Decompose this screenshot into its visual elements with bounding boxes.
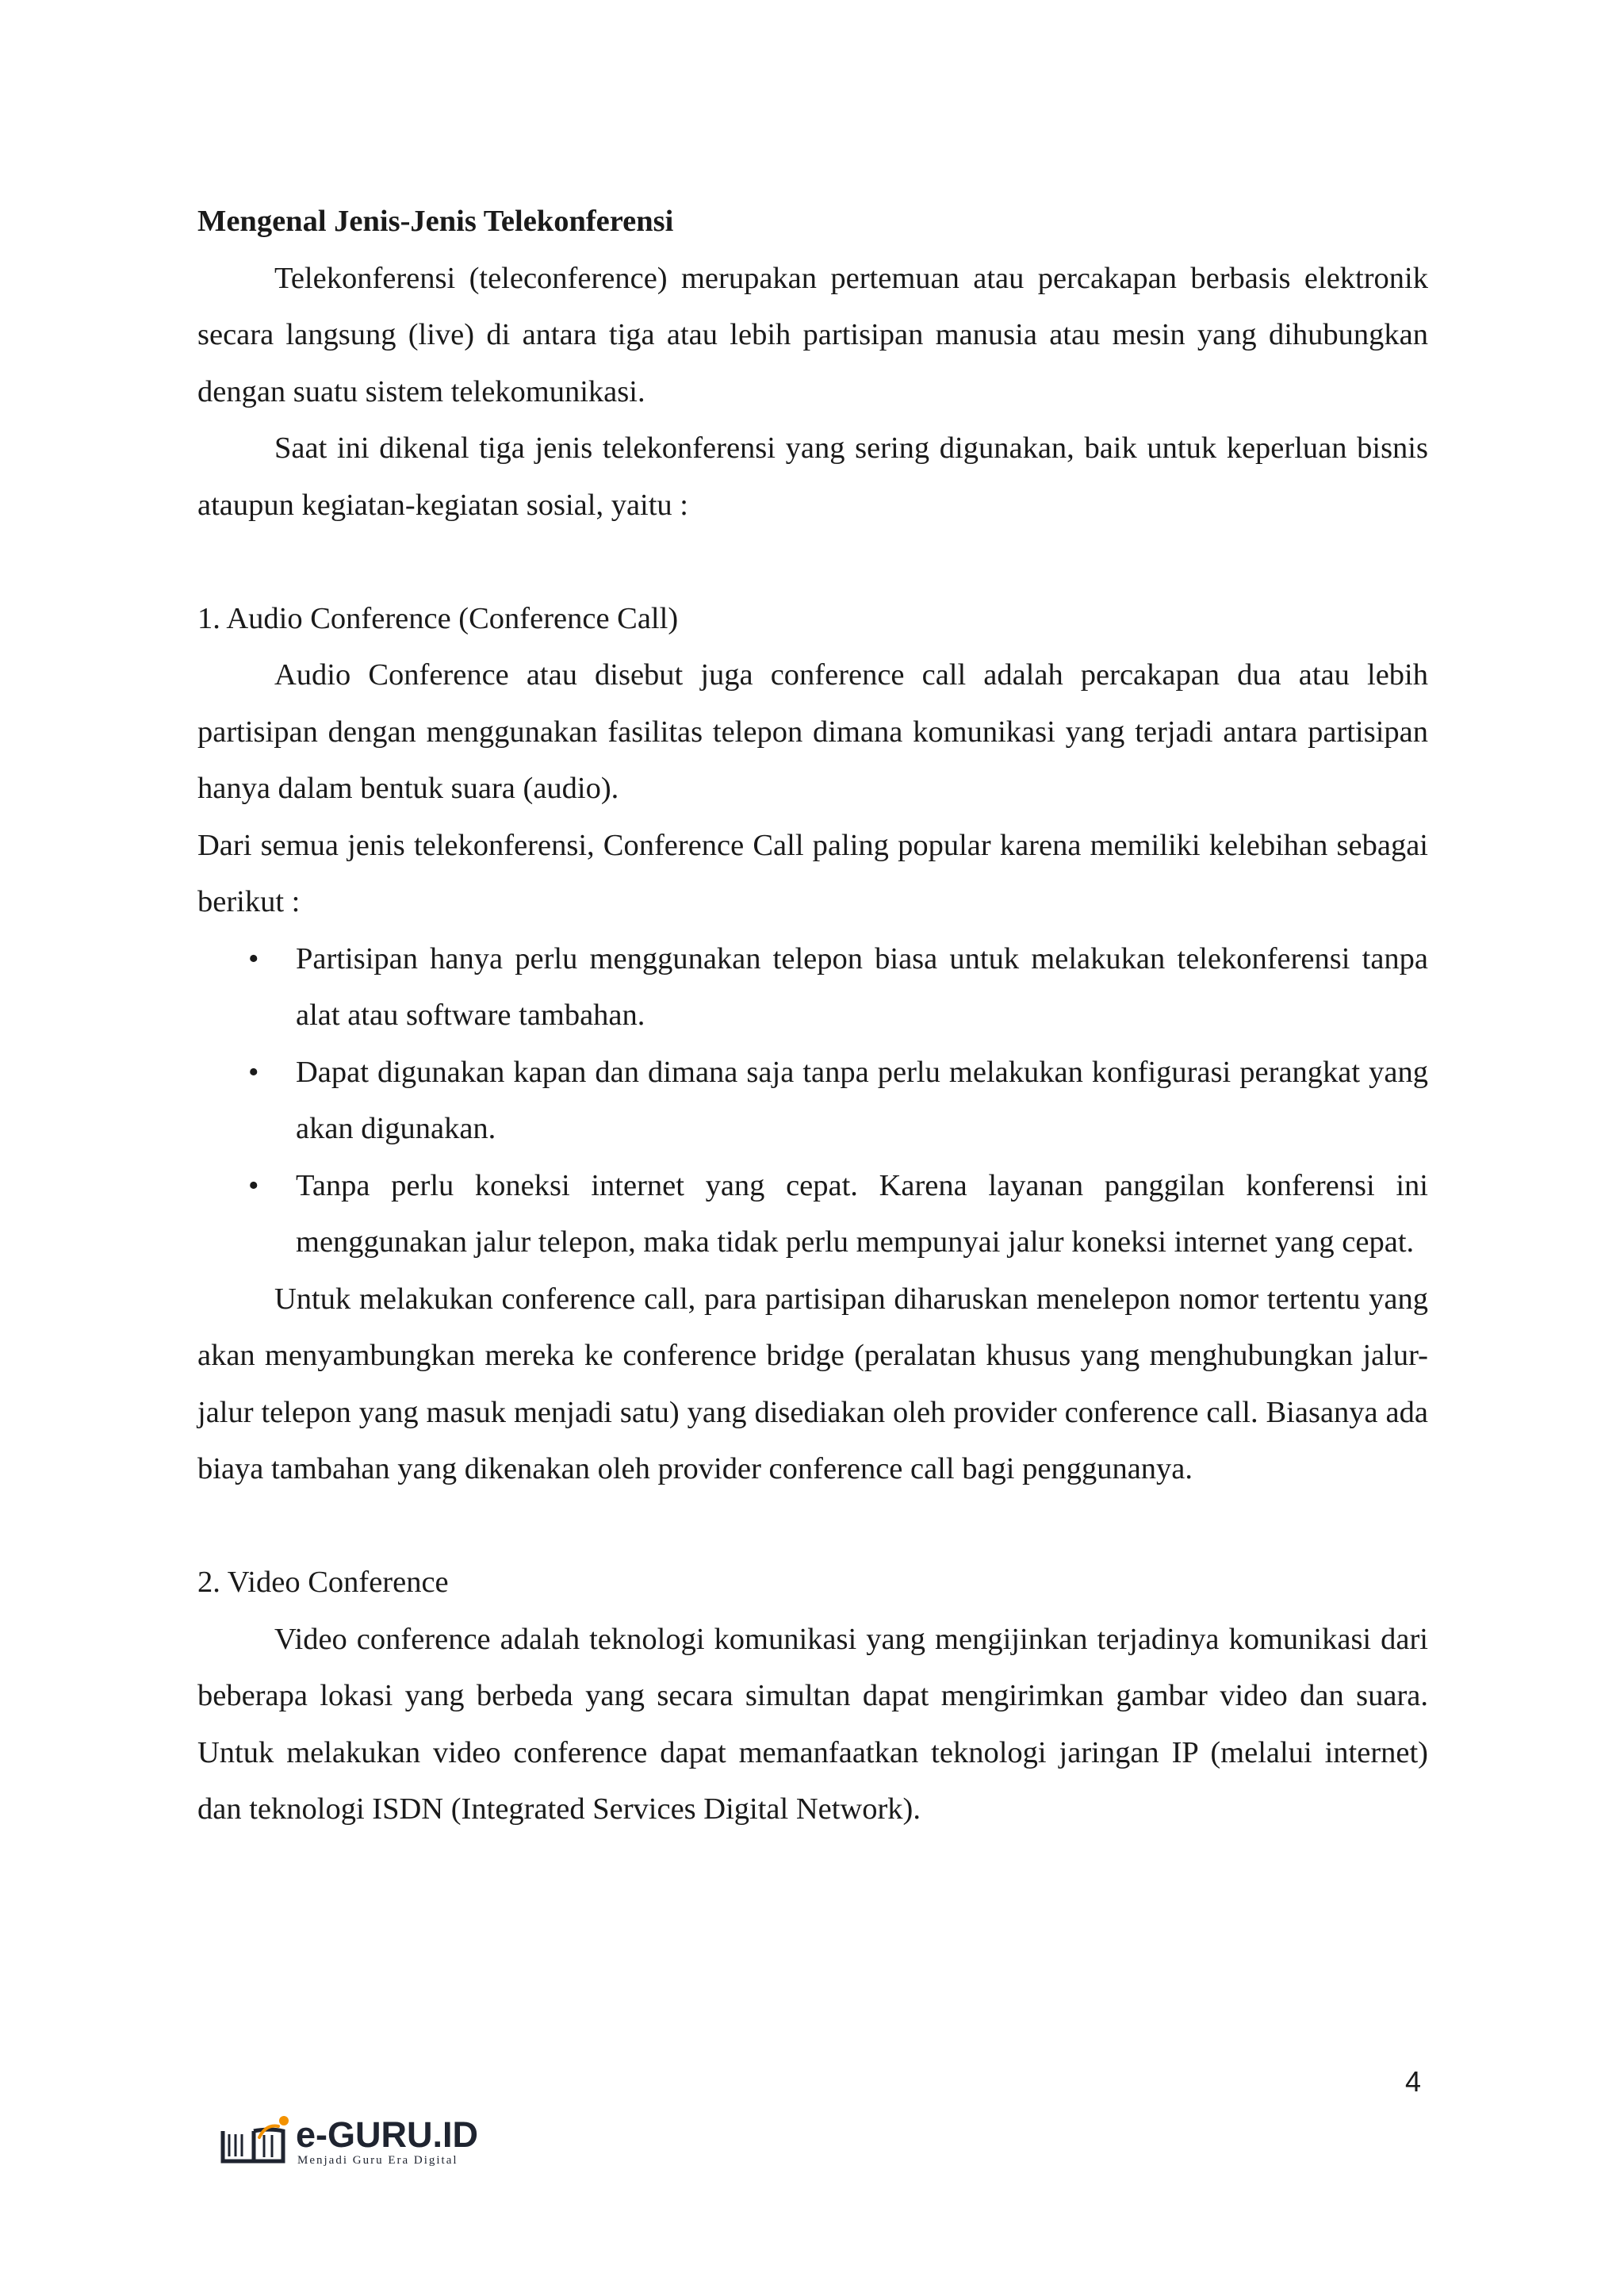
book-icon: [218, 2114, 297, 2169]
bullet-icon: •: [248, 1055, 259, 1089]
bullet-icon: •: [248, 1168, 259, 1202]
list-item: [197, 1045, 1428, 1158]
list-item-text: Dapat digunakan kapan dan dimana saja tanpa perlu melakukan konfigurasi perangkat yang akan digunakan.: [296, 1055, 1428, 1145]
section-1-paragraph-3: Untuk melakukan conference call, para partisipan diharuskan menelepon nomor tertentu yang akan menyambungkan mereka ke conference bridge (peralatan khusus yang menghubungkan jalur-jalur telepon yang masuk menjadi satu) yang disediakan oleh provider conference call. Biasanya ada biaya tambahan yang dikenakan oleh provider conference call bagi penggunanya.: [197, 1282, 1428, 1485]
list-item: [197, 1158, 1428, 1271]
logo-tagline: Menjadi Guru Era Digital: [297, 2154, 458, 2167]
section-2-heading: 2. Video Conference: [197, 1566, 449, 1599]
section-1-paragraph-1: Audio Conference atau disebut juga conference call adalah percakapan dua atau lebih partisipan dengan menggunakan fasilitas telepon dimana komunikasi yang terjadi antara partisipan hanya dalam bentuk suara (audio).: [197, 658, 1428, 805]
intro-paragraph-2: Saat ini dikenal tiga jenis telekonferensi yang sering digunakan, baik untuk keperluan bisnis ataupun kegiatan-kegiatan sosial, yaitu :: [197, 431, 1428, 522]
spacer: [197, 1498, 1428, 1555]
advantages-list: [197, 931, 1428, 1271]
document-title: Mengenal Jenis-Jenis Telekonferensi: [197, 205, 674, 238]
eguru-logo: [218, 2114, 480, 2173]
list-item-text: Tanpa perlu koneksi internet yang cepat. Karena layanan panggilan konferensi ini menggunakan jalur telepon, maka tidak perlu mempunyai jalur koneksi internet yang cepat.: [296, 1168, 1428, 1259]
section-2-paragraph-1: Video conference adalah teknologi komunikasi yang mengijinkan terjadinya komunikasi dari beberapa lokasi yang berbeda yang secara simultan dapat mengirimkan gambar video dan suara. Untuk melakukan video conference dapat memanfaatkan teknologi jaringan IP (melalui internet) dan teknologi ISDN (Integrated Services Digital Network).: [197, 1622, 1428, 1826]
section-1-paragraph-2: Dari semua jenis telekonferensi, Conference Call paling popular karena memiliki kelebihan sebagai berikut :: [197, 828, 1428, 918]
list-item-text: Partisipan hanya perlu menggunakan telepon biasa untuk melakukan telekonferensi tanpa alat atau software tambahan.: [296, 941, 1428, 1032]
page-number: 4: [1405, 2065, 1422, 2098]
section-1-heading: 1. Audio Conference (Conference Call): [197, 601, 679, 635]
list-item: [197, 931, 1428, 1045]
spacer: [197, 534, 1428, 591]
intro-paragraph-1: Telekonferensi (teleconference) merupakan pertemuan atau percakapan berbasis elektronik secara langsung (live) di antara tiga atau lebih partisipan manusia atau mesin yang dihubungkan dengan suatu sistem telekomunikasi.: [197, 261, 1428, 408]
document-body: [197, 194, 1428, 1838]
logo-brand-text: e-GURU.ID: [296, 2114, 479, 2155]
bullet-icon: •: [248, 941, 259, 976]
